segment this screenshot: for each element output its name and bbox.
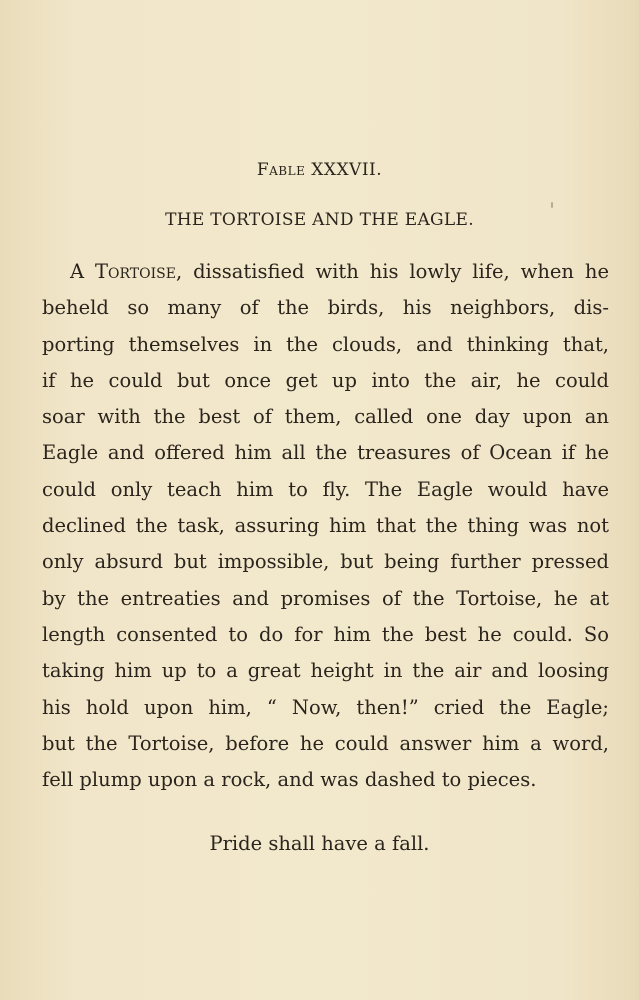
opening-word: A bbox=[70, 260, 85, 283]
fable-moral: Pride shall have a fall. bbox=[209, 832, 430, 855]
body-line bbox=[42, 254, 609, 290]
body-line: taking him up to a great height in the air and loosing bbox=[42, 659, 609, 683]
body-line: his hold upon him, “ Now, then!” cried the Eagle; bbox=[42, 695, 609, 719]
opening-name: Tortoise bbox=[95, 260, 176, 283]
body-line: soar with the best of them, called one day upon an bbox=[42, 405, 609, 429]
body-line: fell plump upon a rock, and was dashed to pieces. bbox=[42, 768, 537, 792]
fable-body bbox=[42, 254, 609, 798]
print-speck bbox=[551, 202, 553, 208]
body-line: only absurd but impossible, but being further pressed bbox=[42, 550, 609, 574]
fable-title: THE TORTOISE AND THE EAGLE. bbox=[165, 210, 474, 230]
body-line: porting themselves in the clouds, and thinking that, bbox=[42, 332, 609, 356]
body-line: but the Tortoise, before he could answer him a word, bbox=[42, 731, 609, 755]
body-line: beheld so many of the birds, his neighbors, dis- bbox=[42, 296, 609, 320]
body-line: Eagle and offered him all the treasures of Ocean if he bbox=[42, 441, 609, 465]
body-line: by the entreaties and promises of the Tortoise, he at bbox=[42, 586, 609, 610]
body-line: if he could but once get up into the air, he could bbox=[42, 368, 609, 392]
body-line: length consented to do for him the best he could. So bbox=[42, 622, 609, 646]
body-line: declined the task, assuring him that the thing was not bbox=[42, 514, 609, 538]
fable-number: Fable XXXVII. bbox=[256, 160, 383, 180]
body-line: could only teach him to fly. The Eagle would have bbox=[42, 477, 609, 501]
body-line-text: , dissatisfied with his lowly life, when he bbox=[175, 260, 609, 283]
